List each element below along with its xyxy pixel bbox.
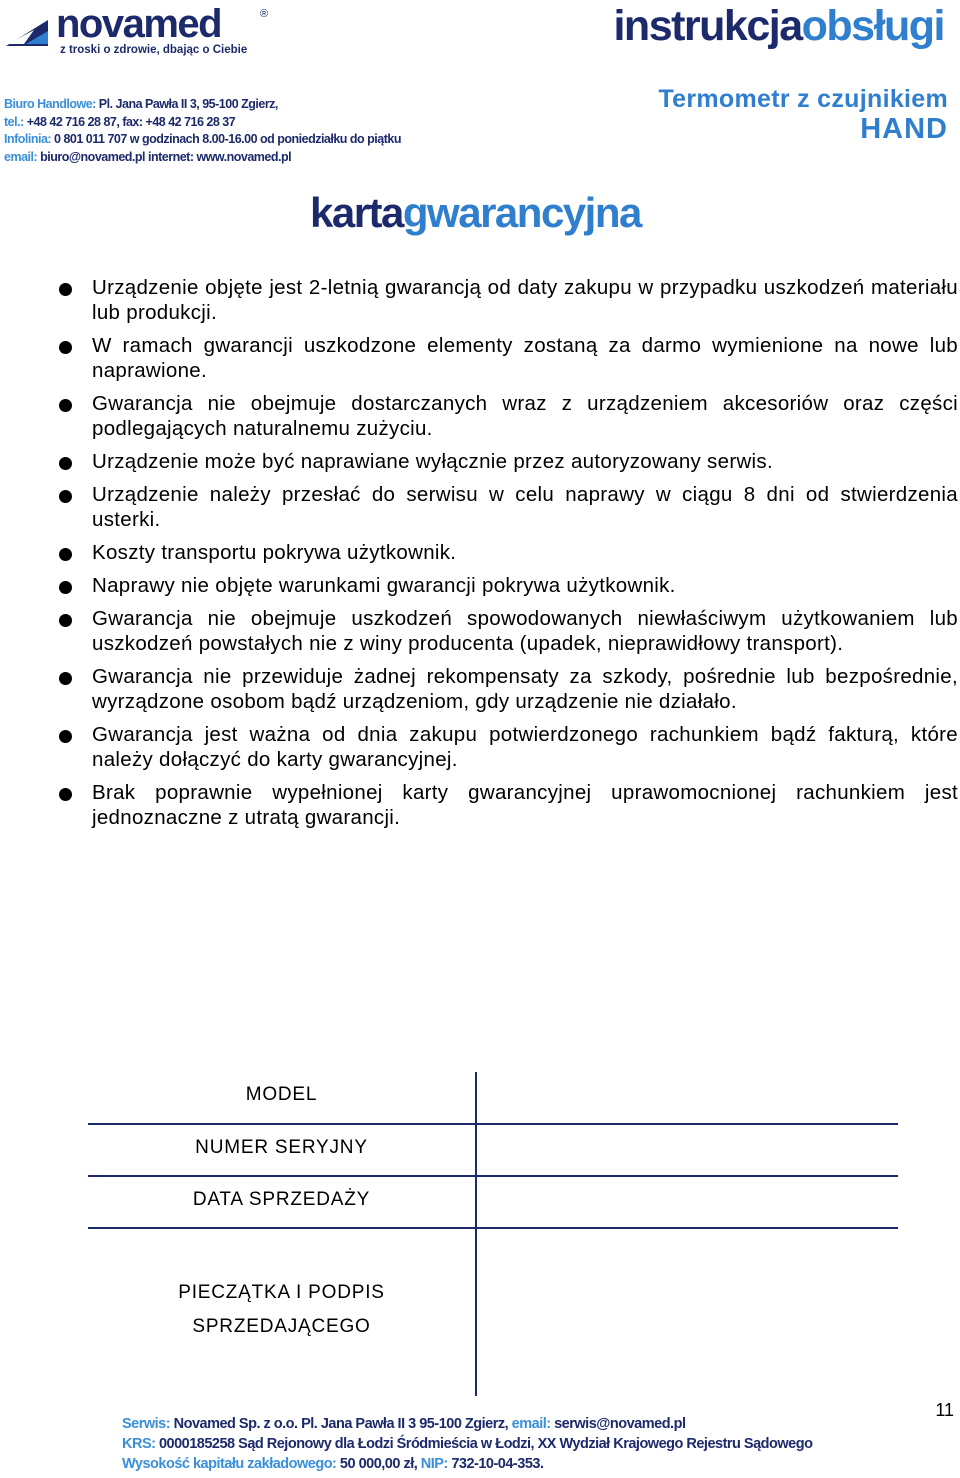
product-title-line2: HAND [860, 113, 948, 145]
warranty-rules-list [56, 275, 958, 838]
list-item: W ramach gwarancji uszkodzone elementy zostaną za darmo wymienione na nowe lub naprawione. [56, 333, 958, 383]
list-item: Koszty transportu pokrywa użytkownik. [56, 540, 958, 565]
bullet-icon [59, 548, 72, 561]
bullet-icon [59, 581, 72, 594]
office-line: tel.: +48 42 716 28 87, fax: +48 42 716 28 37 [4, 114, 236, 129]
footer-company-info [122, 1414, 812, 1474]
list-item: Gwarancja nie obejmuje dostarczanych wraz z urządzeniem akcesoriów oraz części podlegających naturalnemu zużyciu. [56, 391, 958, 441]
stamp-signature-label: PIECZĄTKA I PODPIS [178, 1282, 385, 1303]
list-item: Gwarancja jest ważna od dnia zakupu potwierdzonego rachunkiem bądź fakturą, które należy dołączyć do karty gwarancyjnej. [56, 722, 958, 772]
bullet-icon [59, 341, 72, 354]
logo-wordmark: novamed [56, 2, 222, 46]
registered-mark: ® [260, 8, 269, 20]
stamp-signature-label-line2: SPRZEDAJĄCEGO [192, 1316, 371, 1337]
bullet-icon [59, 399, 72, 412]
bullet-icon [59, 730, 72, 743]
sale-date-label: DATA SPRZEDAŻY [192, 1189, 371, 1210]
office-line: email: biuro@novamed.pl internet: www.novamed.pl [4, 149, 292, 164]
page-title: kartagwarancyjna [310, 189, 641, 236]
logo-tagline: z troski o zdrowie, dbając o Ciebie [60, 44, 248, 56]
footer-line: Serwis: Novamed Sp. z o.o. Pl. Jana Pawła II 3 95-100 Zgierz, email: serwis@novamed.pl [122, 1416, 686, 1432]
office-line: Infolinia: 0 801 011 707 w godzinach 8.00-16.00 od poniedziałku do piątku [4, 132, 401, 146]
form-vertical-divider [475, 1072, 477, 1396]
list-item: Gwarancja nie obejmuje uszkodzeń spowodowanych niewłaściwym użytkowaniem lub uszkodzeń powstałych nie z winy producenta (upadek, nieprawidłowy transport). [56, 606, 958, 656]
footer-line: KRS: 0000185258 Sąd Rejonowy dla Łodzi Śródmieścia w Łodzi, XX Wydział Krajowego Rejestru Sądowego [122, 1436, 813, 1452]
manual-brand: instrukcjaobsługi [613, 2, 944, 50]
list-item: Urządzenie objęte jest 2-letnią gwarancją od daty zakupu w przypadku uszkodzeń materiału lub produkcji. [56, 275, 958, 325]
bullet-icon [59, 457, 72, 470]
bullet-icon [59, 788, 72, 801]
product-title [658, 84, 948, 144]
footer-line: Wysokość kapitału zakładowego: 50 000,00 zł, NIP: 732-10-04-353. [122, 1456, 544, 1472]
novamed-logo [4, 2, 284, 62]
model-label: MODEL [245, 1084, 318, 1105]
bullet-icon [59, 490, 72, 503]
novamed-logo-icon [4, 18, 56, 48]
list-item: Gwarancja nie przewiduje żadnej rekompensaty za szkody, pośrednie lub bezpośrednie, wyrządzone osobom bądź urządzeniom, gdy urządzenie nie działało. [56, 664, 958, 714]
bullet-icon [59, 283, 72, 296]
model-field-line[interactable] [88, 1123, 898, 1125]
product-title-line1: Termometr z czujnikiem [658, 85, 948, 113]
bullet-icon [59, 614, 72, 627]
serial-number-field-line[interactable] [88, 1175, 898, 1177]
office-contact [4, 96, 401, 166]
sale-date-field-line[interactable] [88, 1227, 898, 1229]
list-item: Naprawy nie objęte warunkami gwarancji pokrywa użytkownik. [56, 573, 958, 598]
bullet-icon [59, 672, 72, 685]
office-line: Biuro Handlowe: Pl. Jana Pawła II 3, 95-100 Zgierz, [4, 97, 278, 111]
list-item: Urządzenie może być naprawiane wyłącznie przez autoryzowany serwis. [56, 449, 958, 474]
list-item: Urządzenie należy przesłać do serwisu w celu naprawy w ciągu 8 dni od stwierdzenia usterki. [56, 482, 958, 532]
list-item: Brak poprawnie wypełnionej karty gwarancyjnej uprawomocnionej rachunkiem jest jednoznaczne z utratą gwarancji. [56, 780, 958, 830]
serial-number-label: NUMER SERYJNY [195, 1137, 368, 1158]
page-number: 11 [935, 1400, 954, 1420]
